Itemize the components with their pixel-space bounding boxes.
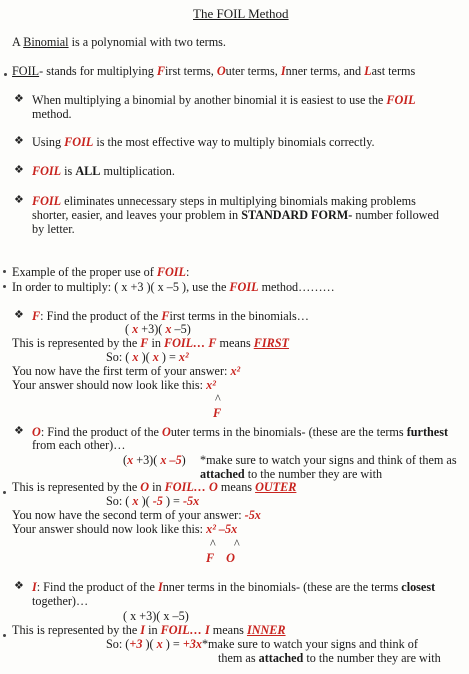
- scan-mark: [3, 634, 6, 637]
- text: Using: [32, 135, 65, 149]
- text: is the most effective way to multiply binomials correctly.: [93, 135, 375, 149]
- text: ): [181, 453, 186, 467]
- text: +3)(: [133, 453, 161, 467]
- furthest-word: furthest: [406, 425, 448, 439]
- letter-f: F: [208, 336, 217, 350]
- f-step-text: [32, 309, 309, 323]
- foil-definition: [12, 64, 415, 78]
- first-word: FIRST: [253, 336, 289, 350]
- text: shorter, easier, and leaves your problem in: [32, 208, 242, 222]
- o-step-text: from each other)…: [32, 438, 126, 452]
- inner-word: INNER: [246, 623, 286, 637]
- bullet-text: method.: [32, 107, 72, 121]
- bullet-icon: ❖: [14, 309, 24, 321]
- letter-i: I: [140, 623, 146, 637]
- i-step-text: together)…: [32, 594, 89, 608]
- text: means: [216, 336, 254, 350]
- text: )(: [141, 350, 153, 364]
- text: : Find the product of the: [36, 580, 158, 594]
- o-now-line: [12, 508, 261, 522]
- order-line: [12, 280, 335, 294]
- text: multiplication.: [100, 164, 175, 178]
- f-mark: F: [213, 406, 222, 420]
- result: +3x: [182, 637, 202, 651]
- o-look-line: [12, 522, 237, 536]
- text: ast terms: [371, 64, 416, 78]
- bullet-text: [32, 93, 416, 107]
- foil-word: FOIL: [64, 135, 94, 149]
- letter-f: F: [32, 309, 41, 323]
- foil-word: FOIL: [164, 336, 194, 350]
- text: uter terms,: [225, 64, 281, 78]
- foil-word: FOIL: [229, 280, 259, 294]
- text: : Find the product of the: [40, 425, 162, 439]
- i-expression: ( x +3)( x –5): [123, 609, 189, 623]
- result: x²: [178, 350, 189, 364]
- result: -5x: [244, 508, 261, 522]
- bullet-text: [32, 208, 439, 222]
- bullet-icon: ❖: [14, 194, 24, 206]
- term-x-5: x –5: [160, 453, 182, 467]
- o-note: [200, 467, 382, 481]
- i-step-text: [32, 580, 435, 594]
- result: x²: [230, 364, 241, 378]
- text: in: [149, 480, 165, 494]
- f-expression: [125, 322, 191, 336]
- o-represented: [12, 480, 296, 494]
- foil-word: FOIL: [160, 623, 190, 637]
- text: This is represented by the: [12, 623, 141, 637]
- text: them as: [218, 651, 259, 665]
- text: means: [217, 480, 256, 494]
- bullet-icon: ❖: [14, 93, 24, 105]
- text: Your answer should now look like this:: [12, 378, 207, 392]
- text: nner terms in the binomials- (these are the terms: [162, 580, 402, 594]
- letter-f: F: [156, 64, 166, 78]
- binomial-term: Binomial: [23, 35, 69, 49]
- text: –5): [171, 322, 191, 336]
- i-note: [218, 651, 441, 665]
- letter-i: I: [32, 580, 37, 594]
- text: This is represented by the: [12, 480, 141, 494]
- letter-f: F: [140, 336, 149, 350]
- letter-o: O: [32, 425, 41, 439]
- text: When multiplying a binomial by another binomial it is easiest to use the: [32, 93, 387, 107]
- bullet-icon: ❖: [14, 425, 24, 437]
- page-title: The FOIL Method: [193, 6, 289, 21]
- term-x: x: [165, 322, 172, 336]
- bullet-icon: ❖: [14, 164, 24, 176]
- result: -5x: [182, 494, 200, 508]
- term-x: x: [132, 322, 139, 336]
- standard-form: STANDARD FORM-: [241, 208, 353, 222]
- text: nner terms, and: [285, 64, 365, 78]
- letter-i: I: [280, 64, 286, 78]
- answer: x²: [206, 378, 216, 392]
- text: irst terms,: [165, 64, 217, 78]
- text: ) =: [162, 494, 183, 508]
- letter-i: I: [204, 623, 210, 637]
- text: eliminates unnecessary steps in multiplying binomials making problems: [61, 194, 416, 208]
- term-x: x: [129, 350, 142, 364]
- text: :: [185, 265, 190, 279]
- term-n: -5: [152, 494, 163, 508]
- o-note: *make sure to watch your signs and think of them as: [200, 453, 457, 467]
- text: )(: [142, 637, 157, 651]
- letter-l: L: [364, 64, 372, 78]
- o-so-line: [106, 494, 199, 508]
- text: is a polynomial with two terms.: [68, 35, 226, 49]
- caret: ^ ^: [210, 537, 240, 551]
- term-x: x: [152, 350, 159, 364]
- bullet-icon: ❖: [14, 135, 24, 147]
- bullet-icon: ❖: [14, 580, 24, 592]
- foil-word: FOIL: [156, 265, 186, 279]
- bullet-text: [32, 194, 416, 208]
- text: (: [123, 453, 128, 467]
- letter-o: O: [140, 480, 150, 494]
- foil-term: FOIL: [12, 64, 40, 78]
- f-now-line: [12, 364, 240, 378]
- scan-mark: [4, 73, 7, 76]
- text: : Find the product of the: [40, 309, 162, 323]
- text: to the number they are with: [303, 651, 441, 665]
- text: …: [193, 336, 209, 350]
- letter-i: I: [157, 580, 163, 594]
- text: is: [61, 164, 76, 178]
- term-x: x: [156, 637, 163, 651]
- text: So: (: [106, 637, 130, 651]
- binomial-definition: [12, 35, 226, 49]
- f-so-line: [106, 350, 189, 364]
- f-look-line: [12, 378, 216, 392]
- text: ) =: [158, 350, 179, 364]
- term-x: x: [129, 494, 142, 508]
- term-n: +3: [129, 637, 143, 651]
- letter-o: O: [216, 64, 226, 78]
- closest-word: closest: [401, 580, 436, 594]
- answer: x² –5x: [206, 522, 238, 536]
- text: )(: [141, 494, 153, 508]
- text: Your answer should now look like this:: [12, 522, 207, 536]
- fo-mark: F O: [206, 551, 235, 565]
- text: in: [148, 336, 164, 350]
- text: You now have the second term of your answer:: [12, 508, 245, 522]
- foil-word: FOIL: [32, 164, 62, 178]
- scan-mark: [3, 285, 6, 288]
- example-heading: [12, 265, 189, 279]
- bullet-text: by letter.: [32, 222, 75, 236]
- attached-word: attached: [258, 651, 304, 665]
- text: - stands for multiplying: [39, 64, 157, 78]
- letter-o: O: [162, 425, 171, 439]
- foil-word: FOIL: [32, 194, 62, 208]
- outer-word: OUTER: [255, 480, 297, 494]
- text: irst terms in the binomials…: [169, 309, 309, 323]
- text: …: [189, 623, 205, 637]
- o-step-text: [32, 425, 448, 439]
- term-x: x: [127, 453, 134, 467]
- bullet-text: [32, 135, 375, 149]
- text: ) =: [162, 637, 183, 651]
- text: …: [193, 480, 210, 494]
- i-note: *make sure to watch your signs and think of: [201, 637, 418, 651]
- letter-f: F: [161, 309, 170, 323]
- text: A: [12, 35, 24, 49]
- text: So: (: [106, 494, 130, 508]
- text: Example of the proper use of: [12, 265, 157, 279]
- letter-o: O: [209, 480, 218, 494]
- foil-word: FOIL: [164, 480, 194, 494]
- text: You now have the first term of your answer:: [12, 364, 231, 378]
- i-so-line: [106, 637, 418, 651]
- text: number followed: [352, 208, 439, 222]
- text: In order to multiply: ( x +3 )( x –5 ), use the: [12, 280, 230, 294]
- text: means: [209, 623, 247, 637]
- foil-word: FOIL: [386, 93, 416, 107]
- text: method………: [258, 280, 335, 294]
- scan-mark: [3, 270, 6, 273]
- text: in: [145, 623, 161, 637]
- all-word: ALL: [75, 164, 101, 178]
- scan-mark: [3, 491, 6, 494]
- i-represented: [12, 623, 286, 637]
- o-expression: [123, 453, 186, 467]
- caret: ^: [215, 392, 221, 406]
- text: +3)(: [138, 322, 166, 336]
- text: to the number they are with: [244, 467, 383, 481]
- text: (: [125, 322, 133, 336]
- text: This is represented by the: [12, 336, 141, 350]
- text: uter terms in the binomials- (these are the terms: [170, 425, 407, 439]
- f-represented: [12, 336, 289, 350]
- attached-word: attached: [200, 467, 245, 481]
- bullet-text: [32, 164, 175, 178]
- text: So: (: [106, 350, 130, 364]
